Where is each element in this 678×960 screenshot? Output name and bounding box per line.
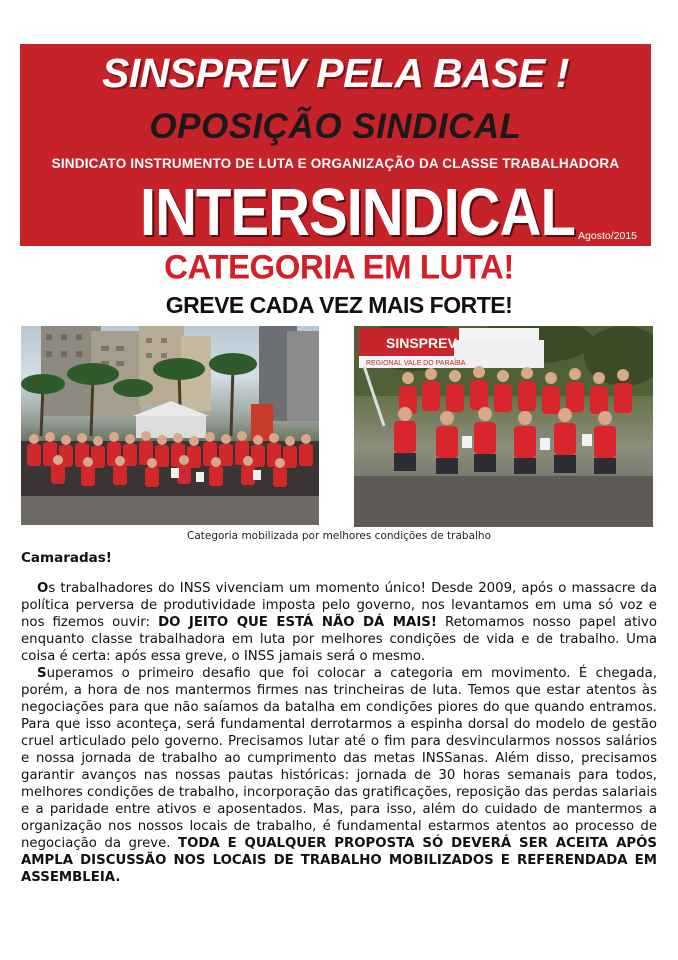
paragraph-1-emphasis: DO JEITO QUE ESTÁ NÃO DÁ MAIS!	[158, 615, 437, 630]
issue-date: Agosto/2015	[578, 230, 637, 242]
drop-letter: O	[37, 581, 49, 596]
banner-opposition: OPOSIÇÃO SINDICAL	[149, 107, 522, 146]
paragraph-2-emphasis: TODA E QUALQUER PROPOSTA SÓ DEVERÁ SER ACEITA APÓS AMPLA DISCUSSÃO NOS LOCAIS DE TRABALHO MOBILIZADOS E REFERENDADA EM ASSEMBLEIA.	[21, 836, 657, 885]
photo-banner-text: SINSPREV	[386, 335, 457, 351]
paragraph-1-text-a: s trabalhadores do INSS vivenciam um momento único! Desde 2009, após o massacre da política perversa de produtividade imposta pelo governo, nos levantamos em uma só voz e nos fizemos ouvir:	[21, 581, 657, 630]
intersindical-logo: INTERSINDICAL	[140, 175, 575, 246]
paragraph-1	[21, 580, 657, 665]
paragraph-1-text-b: Retomamos nosso papel ativo enquanto classe trabalhadora em luta por melhores condições de vida e de trabalho. Uma coisa é certa: após essa greve, o INSS jamais será o mesmo.	[21, 615, 657, 664]
subheadline: GREVE CADA VEZ MAIS FORTE!	[165, 292, 513, 318]
paragraph-2-text: uperamos o primeiro desafio que foi colocar a categoria em movimento. É chegada, porém, a hora de nos mantermos firmes nas trincheiras de luta. Temos que estar atentos às negociações para que não saíamos da batalha em condições piores do que quando entramos. Para que isso aconteça, será fundamental derrotarmos a espinha dorsal do modelo de gestão cruel articulado pelo governo. Precisamos lutar até o fim para desvincularmos nossos salários e nossa jornada de trabalho ao cumprimento das metas INSSanas. Além disso, precisamos garantir avanços nas nossas pautas históricas: jornada de 30 horas semanais para todos, melhores condições de trabalho, incorporação das gratificações, reposição das perdas salariais e a paridade entre ativos e aposentados. Mas, para isso, além do cuidado de mantermos a organização nos nossos locais de trabalho, é fundamental estarmos atentos ao processo de negociação da greve.	[21, 666, 657, 851]
photo-caption: Categoria mobilizada por melhores condições de trabalho	[187, 530, 491, 542]
headline: CATEGORIA EM LUTA!	[164, 247, 514, 286]
crowd-photo	[21, 326, 319, 525]
paragraph-2	[21, 665, 657, 886]
photo-banner-subtext: REGIONAL VALE DO PARAÍBA	[366, 360, 466, 367]
banner-title: SINSPREV PELA BASE !	[102, 50, 569, 96]
salutation: Camaradas!	[21, 550, 112, 566]
banner-subtitle: SINDICATO INSTRUMENTO DE LUTA E ORGANIZAÇÃO DA CLASSE TRABALHADORA	[51, 156, 620, 171]
crowd-banner-photo	[354, 326, 653, 527]
article-body	[21, 580, 657, 886]
header-banner	[20, 44, 651, 246]
drop-letter: S	[37, 666, 47, 681]
